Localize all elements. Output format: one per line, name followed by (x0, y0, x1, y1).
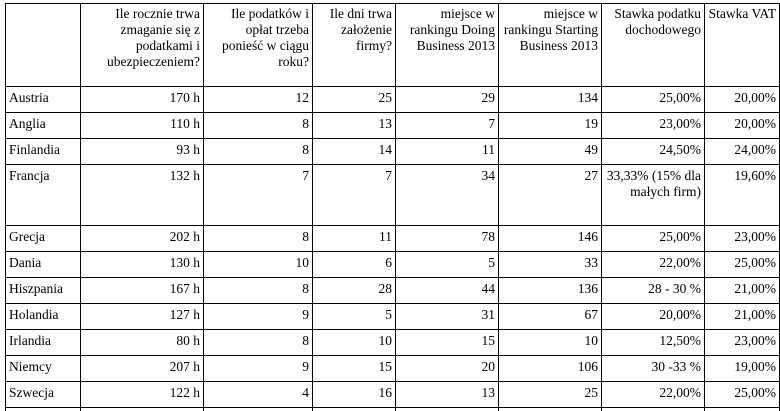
cell-tax-time: 132 h (81, 165, 204, 226)
cell-income-tax: 25,00% (602, 226, 705, 252)
cell-tax-time: 207 h (81, 356, 204, 382)
table-row (6, 165, 780, 226)
cell-startup-days: 14 (313, 139, 396, 165)
header-cell-corner (6, 4, 81, 87)
cell-tax-time: 130 h (81, 252, 204, 278)
cell-empty (204, 408, 313, 411)
cell-tax-count: 12 (204, 87, 313, 113)
cell-country: Hiszpania (6, 278, 81, 304)
cell-country: Irlandia (6, 330, 81, 356)
table-row (6, 113, 780, 139)
cell-empty (705, 408, 780, 411)
header-cell-vat: Stawka VAT (705, 4, 780, 87)
cell-tax-time: 167 h (81, 278, 204, 304)
cell-income-tax: 20,00% (602, 304, 705, 330)
cell-income-tax: 24,50% (602, 139, 705, 165)
table-row (6, 330, 780, 356)
cell-tax-time: 202 h (81, 226, 204, 252)
header-row (6, 4, 780, 87)
table-row (6, 382, 780, 408)
cell-empty (6, 408, 81, 411)
cell-starting-business-rank: 49 (499, 139, 602, 165)
cell-tax-count: 8 (204, 278, 313, 304)
cell-startup-days: 5 (313, 304, 396, 330)
cell-income-tax: 33,33% (15% dla małych firm) (602, 165, 705, 226)
cell-income-tax: 22,00% (602, 382, 705, 408)
cell-vat: 20,00% (705, 113, 780, 139)
cell-doing-business-rank: 11 (396, 139, 499, 165)
cell-empty (81, 408, 204, 411)
cell-income-tax: 28 - 30 % (602, 278, 705, 304)
cell-vat: 21,00% (705, 304, 780, 330)
cell-country: Grecja (6, 226, 81, 252)
cell-country: Szwecja (6, 382, 81, 408)
cell-startup-days: 10 (313, 330, 396, 356)
cell-startup-days: 7 (313, 165, 396, 226)
table-row (6, 304, 780, 330)
cell-vat: 20,00% (705, 87, 780, 113)
header-cell-startup-days: Ile dni trwa założenie firmy? (313, 4, 396, 87)
header-cell-income-tax: Stawka podatku dochodowego (602, 4, 705, 87)
cell-doing-business-rank: 13 (396, 382, 499, 408)
header-cell-starting-business-rank: miejsce w rankingu Starting Business 2013 (499, 4, 602, 87)
cell-tax-count: 7 (204, 165, 313, 226)
cell-doing-business-rank: 20 (396, 356, 499, 382)
cell-startup-days: 25 (313, 87, 396, 113)
cell-vat: 25,00% (705, 252, 780, 278)
cell-tax-time: 93 h (81, 139, 204, 165)
table-row (6, 87, 780, 113)
cell-starting-business-rank: 67 (499, 304, 602, 330)
cell-doing-business-rank: 34 (396, 165, 499, 226)
cell-income-tax: 25,00% (602, 87, 705, 113)
cell-doing-business-rank: 31 (396, 304, 499, 330)
cell-tax-time: 80 h (81, 330, 204, 356)
table-row (6, 226, 780, 252)
cell-vat: 23,00% (705, 330, 780, 356)
cell-tax-count: 8 (204, 226, 313, 252)
cell-tax-count: 8 (204, 113, 313, 139)
cell-vat: 24,00% (705, 139, 780, 165)
cell-tax-count: 8 (204, 139, 313, 165)
cell-income-tax: 22,00% (602, 252, 705, 278)
cell-starting-business-rank: 136 (499, 278, 602, 304)
cell-tax-count: 9 (204, 356, 313, 382)
cell-doing-business-rank: 29 (396, 87, 499, 113)
cell-doing-business-rank: 78 (396, 226, 499, 252)
cell-tax-time: 170 h (81, 87, 204, 113)
cell-income-tax: 30 -33 % (602, 356, 705, 382)
header-cell-tax-count: Ile podatków i opłat trzeba ponieść w ciągu roku? (204, 4, 313, 87)
cell-empty (499, 408, 602, 411)
cell-starting-business-rank: 134 (499, 87, 602, 113)
cell-starting-business-rank: 10 (499, 330, 602, 356)
cell-country: Finlandia (6, 139, 81, 165)
cell-income-tax: 23,00% (602, 113, 705, 139)
cell-empty (602, 408, 705, 411)
cell-income-tax: 12,50% (602, 330, 705, 356)
table-row (6, 356, 780, 382)
data-table (5, 3, 780, 411)
cell-country: Anglia (6, 113, 81, 139)
table-row (6, 139, 780, 165)
cell-startup-days: 6 (313, 252, 396, 278)
cell-doing-business-rank: 15 (396, 330, 499, 356)
cell-country: Holandia (6, 304, 81, 330)
cell-starting-business-rank: 25 (499, 382, 602, 408)
cell-vat: 23,00% (705, 226, 780, 252)
cell-startup-days: 15 (313, 356, 396, 382)
cell-startup-days: 28 (313, 278, 396, 304)
cell-country: Francja (6, 165, 81, 226)
cell-tax-time: 110 h (81, 113, 204, 139)
cell-country: Dania (6, 252, 81, 278)
table-row (6, 252, 780, 278)
cell-empty (396, 408, 499, 411)
header-cell-tax-time: Ile rocznie trwa zmaganie się z podatkami i ubezpieczeniem? (81, 4, 204, 87)
table-row-cut-off (6, 408, 780, 411)
cell-doing-business-rank: 7 (396, 113, 499, 139)
cell-starting-business-rank: 19 (499, 113, 602, 139)
cell-tax-count: 8 (204, 330, 313, 356)
cell-tax-count: 4 (204, 382, 313, 408)
cell-tax-time: 122 h (81, 382, 204, 408)
cell-vat: 25,00% (705, 382, 780, 408)
cell-startup-days: 16 (313, 382, 396, 408)
cell-starting-business-rank: 106 (499, 356, 602, 382)
cell-starting-business-rank: 27 (499, 165, 602, 226)
cell-tax-time: 127 h (81, 304, 204, 330)
cell-country: Austria (6, 87, 81, 113)
table-row (6, 278, 780, 304)
cell-starting-business-rank: 146 (499, 226, 602, 252)
cell-doing-business-rank: 44 (396, 278, 499, 304)
cell-doing-business-rank: 5 (396, 252, 499, 278)
cell-empty (313, 408, 396, 411)
cell-tax-count: 10 (204, 252, 313, 278)
cell-vat: 19,60% (705, 165, 780, 226)
cell-vat: 19,00% (705, 356, 780, 382)
cell-starting-business-rank: 33 (499, 252, 602, 278)
cell-startup-days: 13 (313, 113, 396, 139)
cell-vat: 21,00% (705, 278, 780, 304)
cell-startup-days: 11 (313, 226, 396, 252)
cell-country: Niemcy (6, 356, 81, 382)
cell-tax-count: 9 (204, 304, 313, 330)
header-cell-doing-business-rank: miejsce w rankingu Doing Business 2013 (396, 4, 499, 87)
